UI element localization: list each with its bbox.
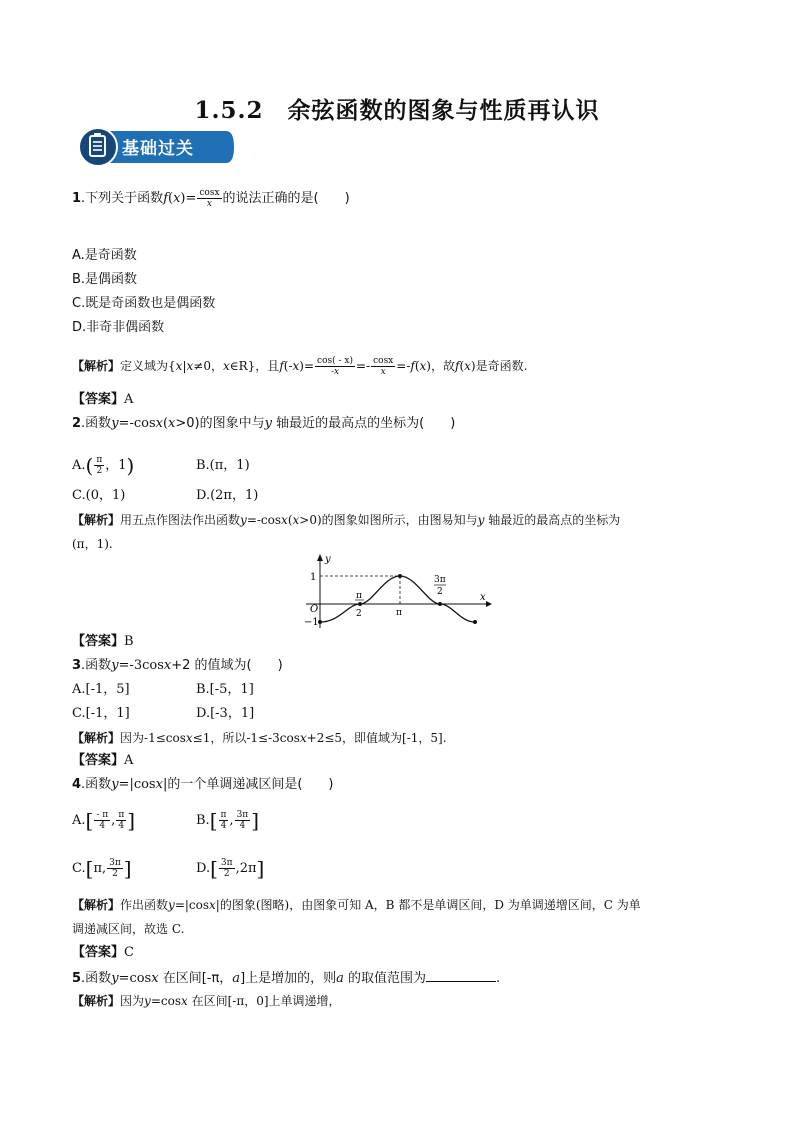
q2-option-d: D.(2π，1) [196,488,259,503]
q5-stem: 5.函数y=cosx 在区间[-π，a]上是增加的，则a 的取值范围为 . [72,971,501,986]
q1-fraction: $\frac{\cos x}{x}$ [199,188,220,209]
q3-number: 3 [72,658,82,673]
q4-analysis-line2: 调递减区间，故选 C. [72,922,185,936]
q4-option-a: A.[ $\frac{- \pi}{4}$ , $\frac{\pi}{4}$ ] [72,808,136,833]
q3-option-a: A.[-1，5] [72,682,130,697]
q3-answer: 【答案】A [72,753,134,768]
q4-option-c: C.[π, $\frac{3\pi}{2}$ ] [72,856,132,881]
q1-number: 1 [72,191,82,206]
q4-option-d: D.[ $\frac{3\pi}{2}$ ,2π] [196,856,265,881]
q2-option-a: A.( $\frac{\pi}{2}$ ，1) [72,453,135,478]
graph-point-two-pi [473,620,477,624]
q4-option-b: B.[ $\frac{\pi}{4}$ , $\frac{3\pi}{4}$ ] [196,808,260,833]
graph-pi-label: π [396,608,402,618]
graph-y-label: y [325,554,331,565]
q3-option-c: C.[-1，1] [72,706,130,721]
q3-analysis: 【解析】因为-1≤cosx≤1，所以-1≤-3cosx+2≤5，即值域为[-1，5]. [72,731,447,745]
graph-three-pi-half-den: 2 [437,587,443,597]
q5-analysis: 【解析】因为y=cosx 在区间[-π，0]上单调递增， [72,994,341,1008]
q1-stem: 1.下列关于函数f(x)= $\frac{\cos x}{x}$ 的说法正确的是( ) [72,188,350,209]
q4-analysis-line1: 【解析】作出函数y=|cosx|的图象(图略)，由图象可知 A，B 都不是单调区间，D 为单调递增区间，C 为单 [72,898,641,912]
q1-analysis: 【解析】定义域为{x|x≠0，x∈R}，且f(-x)= $\frac{\cos( - x)}{-x}$ =- $\frac{\cos x}{x}$ =-f(x)，故f(x)是奇函数. [72,356,528,377]
cosine-graph [300,552,500,630]
q1-option-b: B.是偶函数 [72,272,138,287]
q1-option-d: D.非奇非偶函数 [72,320,165,335]
graph-x-label: x [480,592,486,603]
q3-stem: 3.函数y=-3cosx+2 的值域为( ) [72,658,283,673]
section-badge-label: 基础过关 [122,139,194,159]
graph-pi-half-num: π [356,591,362,601]
q2-option-b: B.(π，1) [196,458,250,473]
q3-option-d: D.[-3，1] [196,706,255,721]
graph-origin-label: O [310,604,319,615]
q2-analysis-line1: 【解析】用五点作图法作出函数y=-cosx(x>0)的图象如图所示，由图易知与y 轴最近的最高点的坐标为 [72,513,621,527]
q5-number: 5 [72,971,82,986]
q2-answer: 【答案】B [72,634,134,649]
q1-option-a: A.是奇函数 [72,248,137,263]
q5-answer-blank[interactable] [426,969,496,982]
graph-one-label: 1 [310,572,317,583]
q2-number: 2 [72,416,82,431]
q2-option-c: C.(0，1) [72,488,126,503]
q1-answer: 【答案】A [72,392,134,407]
graph-y-arrow [317,554,323,561]
page-title: 1.5.2 余弦函数的图象与性质再认识 [194,97,600,124]
q3-option-b: B.[-5，1] [196,682,254,697]
q2-stem: 2.函数y=-cosx(x>0)的图象中与y 轴最近的最高点的坐标为( ) [72,416,456,431]
graph-point-pi-half [358,602,362,606]
q4-number: 4 [72,777,82,792]
q4-answer: 【答案】C [72,945,134,960]
graph-x-arrow [486,601,492,607]
graph-point-three-pi-half [438,602,442,606]
q1-option-c: C.既是奇函数也是偶函数 [72,296,216,311]
q4-stem: 4.函数y=|cosx|的一个单调递减区间是( ) [72,777,334,792]
q2-analysis-line2: (π，1). [72,537,113,551]
graph-pi-half-den: 2 [356,609,362,619]
graph-point-pi [398,574,402,578]
graph-three-pi-half-num: 3π [434,575,446,585]
graph-neg-one-label: −1 [304,617,319,628]
